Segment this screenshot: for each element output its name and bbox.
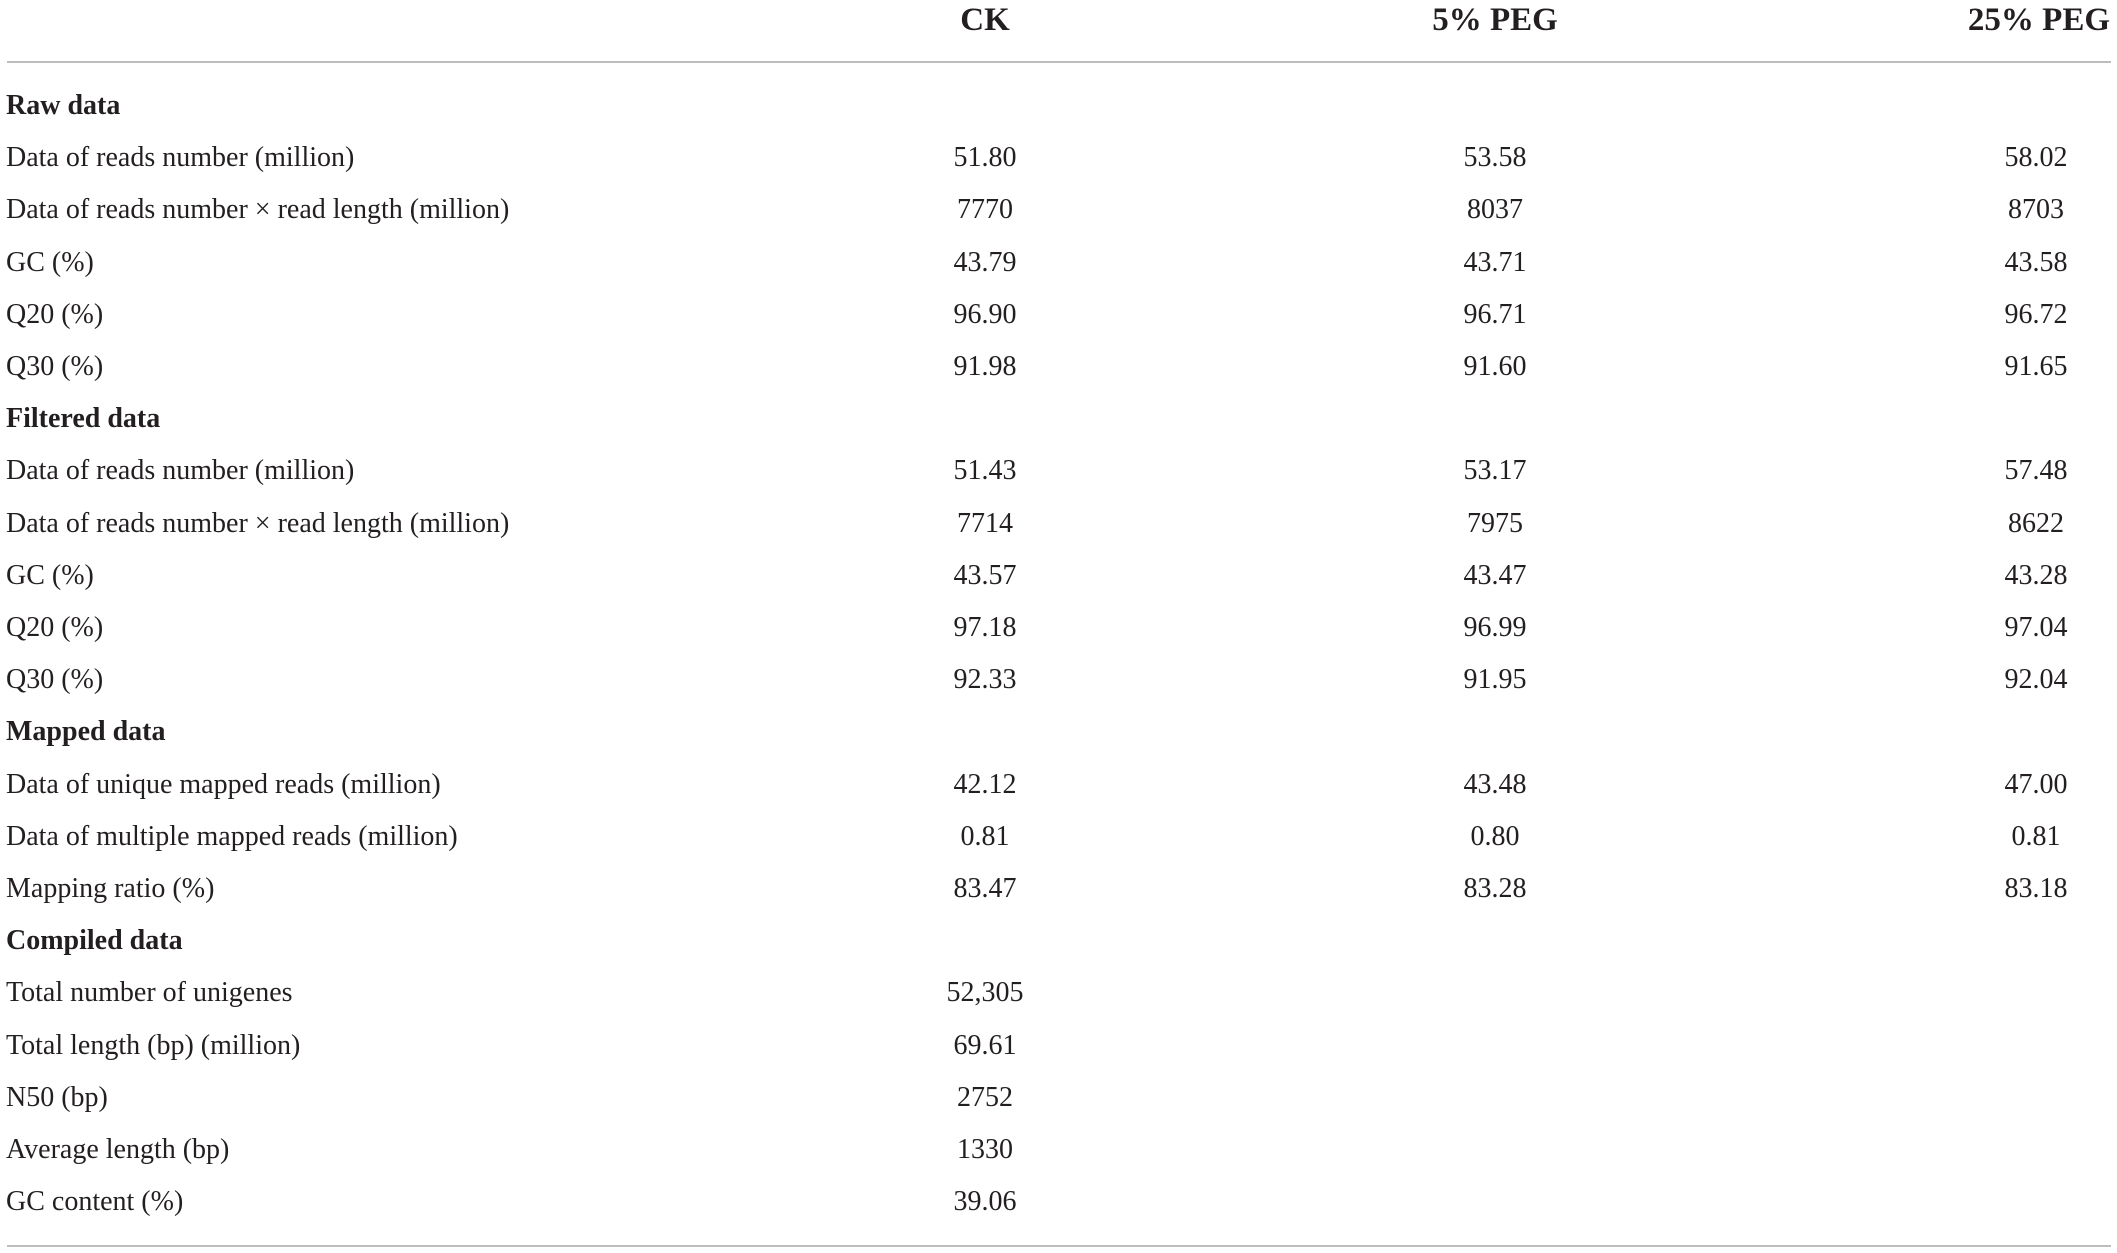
table-row (0, 445, 2117, 497)
table-row (0, 132, 2117, 184)
row-label: Data of reads number × read length (million) (6, 194, 510, 225)
row-label: Q20 (%) (6, 299, 104, 330)
section-title: Raw data (6, 90, 121, 121)
cell-value: 7770 (957, 194, 1013, 225)
table-row (0, 1124, 2117, 1176)
column-header-25-peg: 25% PEG (1967, 2, 2110, 38)
cell-value: 2752 (957, 1082, 1013, 1113)
cell-value: 53.58 (1463, 142, 1527, 173)
row-label: Data of multiple mapped reads (million) (6, 821, 458, 852)
table-row (0, 184, 2117, 236)
section-header (0, 80, 2117, 132)
row-label: Total length (bp) (million) (6, 1030, 301, 1061)
bottom-rule (7, 1245, 2111, 1247)
table-row (0, 654, 2117, 706)
cell-value: 91.65 (2004, 351, 2068, 382)
cell-value: 51.43 (953, 455, 1017, 486)
cell-value: 96.90 (953, 299, 1017, 330)
cell-value: 43.28 (2004, 560, 2068, 591)
cell-value: 43.47 (1463, 560, 1527, 591)
row-label: Q30 (%) (6, 351, 104, 382)
header-rule (7, 61, 2111, 63)
cell-value: 91.98 (953, 351, 1017, 382)
cell-value: 7714 (957, 508, 1013, 539)
table-row (0, 550, 2117, 602)
cell-value: 51.80 (953, 142, 1017, 173)
cell-value: 47.00 (2004, 769, 2068, 800)
row-label: Average length (bp) (6, 1134, 230, 1165)
table-row (0, 289, 2117, 341)
cell-value: 58.02 (2004, 142, 2068, 173)
cell-value: 0.80 (1470, 821, 1520, 852)
cell-value (1936, 1176, 2117, 1228)
cell-value: 96.71 (1463, 299, 1527, 330)
table-row (0, 237, 2117, 289)
cell-value: 57.48 (2004, 455, 2068, 486)
cell-value: 8703 (2008, 194, 2064, 225)
cell-value: 92.33 (953, 664, 1017, 695)
cell-value: 69.61 (953, 1030, 1017, 1061)
table-row (0, 498, 2117, 550)
row-label: GC content (%) (6, 1186, 184, 1217)
cell-value: 0.81 (2011, 821, 2061, 852)
section-header (0, 706, 2117, 758)
cell-value: 43.71 (1463, 247, 1527, 278)
cell-value: 43.79 (953, 247, 1017, 278)
table-row (0, 1020, 2117, 1072)
row-label: N50 (bp) (6, 1082, 108, 1113)
cell-value (1936, 1124, 2117, 1176)
row-label: Mapping ratio (%) (6, 873, 215, 904)
cell-value (1936, 1020, 2117, 1072)
cell-value: 83.47 (953, 873, 1017, 904)
cell-value: 97.18 (953, 612, 1017, 643)
cell-value: 97.04 (2004, 612, 2068, 643)
cell-value: 91.60 (1463, 351, 1527, 382)
cell-value: 96.99 (1463, 612, 1527, 643)
cell-value: 43.48 (1463, 769, 1527, 800)
cell-value: 0.81 (960, 821, 1010, 852)
cell-value: 7975 (1467, 508, 1523, 539)
section-header (0, 393, 2117, 445)
cell-value: 83.28 (1463, 873, 1527, 904)
row-label: GC (%) (6, 560, 94, 591)
row-label: Total number of unigenes (6, 977, 293, 1008)
row-label: Q30 (%) (6, 664, 104, 695)
cell-value (1395, 1176, 1595, 1228)
table-header (0, 0, 2117, 52)
cell-value: 42.12 (953, 769, 1017, 800)
row-label: Data of unique mapped reads (million) (6, 769, 441, 800)
cell-value: 83.18 (2004, 873, 2068, 904)
section-title: Filtered data (6, 403, 161, 434)
column-header-5-peg: 5% PEG (1432, 2, 1558, 38)
table-row (0, 1072, 2117, 1124)
cell-value (1395, 1124, 1595, 1176)
section-header (0, 915, 2117, 967)
cell-value: 53.17 (1463, 455, 1527, 486)
table-row (0, 967, 2117, 1019)
cell-value: 39.06 (953, 1186, 1017, 1217)
cell-value (1395, 1072, 1595, 1124)
cell-value: 91.95 (1463, 664, 1527, 695)
cell-value: 52,305 (946, 977, 1024, 1008)
cell-value: 43.58 (2004, 247, 2068, 278)
row-label: Data of reads number × read length (million) (6, 508, 510, 539)
table-row (0, 341, 2117, 393)
cell-value: 8037 (1467, 194, 1523, 225)
row-label: Q20 (%) (6, 612, 104, 643)
section-title: Compiled data (6, 925, 183, 956)
cell-value: 96.72 (2004, 299, 2068, 330)
table-row (0, 602, 2117, 654)
cell-value: 8622 (2008, 508, 2064, 539)
table-row (0, 759, 2117, 811)
cell-value: 92.04 (2004, 664, 2068, 695)
cell-value (1395, 1020, 1595, 1072)
cell-value (1936, 1072, 2117, 1124)
cell-value (1395, 967, 1595, 1019)
row-label: Data of reads number (million) (6, 142, 355, 173)
column-header-ck: CK (960, 2, 1010, 38)
table-row (0, 811, 2117, 863)
section-title: Mapped data (6, 716, 166, 747)
row-label: GC (%) (6, 247, 94, 278)
cell-value (1936, 967, 2117, 1019)
cell-value: 1330 (957, 1134, 1013, 1165)
cell-value: 43.57 (953, 560, 1017, 591)
row-label: Data of reads number (million) (6, 455, 355, 486)
table-row (0, 863, 2117, 915)
table-row (0, 1176, 2117, 1228)
